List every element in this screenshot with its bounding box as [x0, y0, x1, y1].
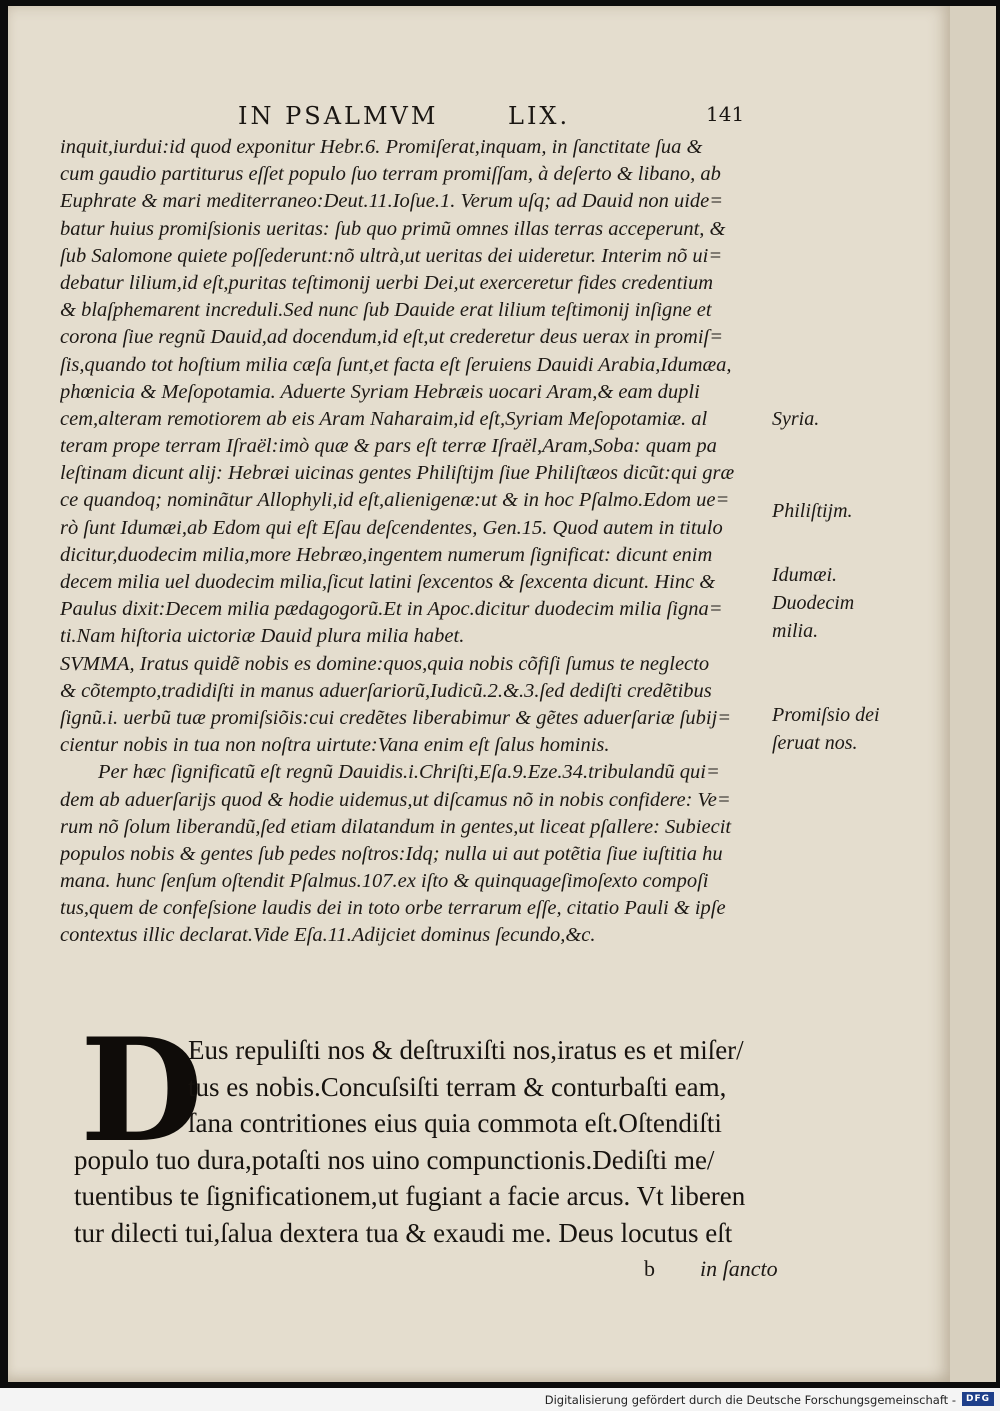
commentary-line: Per hæc ſignificatũ eſt regnũ Dauidis.i.Chriſti,Eſa.9.Eze.34.tribulandũ qui= [98, 761, 720, 784]
commentary-line: & cõtempto,tradidiſti in manus aduerſariorũ,Iudicũ.2.&.3.ſed dediſti credẽtibus [60, 679, 712, 702]
commentary-line: cum gaudio partiturus eſſet populo ſuo terram promiſſam, à deſerto & libano, ab [60, 163, 721, 186]
psalm-line: Eus repuliſti nos & deſtruxiſti nos,iratus es et miſer/ [188, 1035, 744, 1065]
psalm-line: ſana contritiones eius quia commota eſt.Oſtendiſti [188, 1108, 722, 1138]
commentary-line: dem ab aduerſarijs quod & hodie uidemus,ut diſcamus nõ in nobis confidere: Ve= [60, 788, 731, 811]
book-page [8, 6, 950, 1382]
margin-note-seruat: ſeruat nos. [772, 732, 858, 754]
commentary-line: & blaſphemarent increduli.Sed nunc ſub Dauide erat lilium teſtimonij inſigne et [60, 299, 712, 322]
margin-note-idumaei: Idumæi. [772, 564, 837, 586]
psalm-line: populo tuo dura,potaſti nos uino compunctionis.Dediſti me/ [74, 1144, 715, 1175]
commentary-line: populos nobis & gentes ſub pedes noſtros:Idq; nulla ui aut potẽtia ſiue iuſtitia hu [60, 842, 723, 865]
commentary-line: Paulus dixit:Decem milia pædagogorũ.Et in Apoc.dicitur duodecim milia ſigna= [60, 598, 723, 621]
commentary-line: ſis,quando tot hoſtium milia cæſa ſunt,et facta eſt ſeruiens Dauidi Arabia,Idumæa, [60, 353, 732, 376]
commentary-line: decem milia uel duodecim milia,ſicut latini ſexcentos & ſexcenta dicunt. Hinc & [60, 571, 716, 593]
psalm-line: tus es nobis.Concuſsiſti terram & conturbaſti eam, [188, 1071, 727, 1102]
commentary-line: rum nõ ſolum liberandũ,ſed etiam dilatandum in gentes,ut liceat pſallere: Subiecit [60, 815, 732, 838]
running-title-left: IN PSALMVM [238, 102, 439, 130]
commentary-line: ti.Nam hiſtoria uictoriæ Dauid plura milia habet. [60, 625, 465, 648]
funding-credit: Digitalisierung gefördert durch die Deutsche Forschungsgemeinschaft - [544, 1393, 956, 1407]
commentary-line: mana. hunc ſenſum oſtendit Pſalmus.107.ex iſto & quinquageſimoſexto compoſi [60, 870, 709, 893]
drop-cap: D [80, 1008, 204, 1174]
commentary-line: ſignũ.i. uerbũ tuæ promiſsiõis:cui credẽtes liberabimur & gẽtes aduerſariæ ſubij= [60, 706, 732, 729]
psalm-line: tur dilecti tui,ſalua dextera tua & exaudi me. Deus locutus eſt [74, 1217, 733, 1248]
commentary-line: inquit,iurdui:id quod exponitur Hebr.6. Promiſerat,inquam, in ſanctitate ſua & [60, 136, 703, 158]
summa-line: SVMMA, Iratus quidẽ nobis es domine:quos,quia nobis cõfiſi ſumus te neglecto [60, 652, 710, 675]
commentary-line: cientur nobis in tua non noſtra uirtute:Vana enim eſt ſalus hominis. [60, 734, 610, 757]
commentary-line: leſtinam dicunt alij: Hebræi uicinas gentes Philiſtijm ſiue Philiſtæos dicũt:qui græ [60, 462, 735, 485]
commentary-line: corona ſiue regnũ Dauid,ad docendum,id eſt,ut crederetur deus uerax in promiſ= [60, 326, 724, 349]
commentary-line: dicitur,duodecim milia,more Hebræo,ingentem numerum ſignificat: dicunt enim [60, 543, 713, 566]
commentary-line: cem,alteram remotiorem ab eis Aram Naharaim,id eſt,Syriam Meſopotamiæ. al [60, 407, 708, 430]
footer-bar [0, 1388, 1000, 1411]
running-title-right: LIX. [508, 102, 571, 130]
running-header [8, 102, 950, 136]
margin-note-duodecim: Duodecim [772, 592, 855, 614]
commentary-line: phœnicia & Meſopotamia. Aduerte Syriam Hebræis uocari Aram,& eam dupli [60, 380, 700, 403]
folio-number: 141 [706, 102, 745, 126]
signature-mark: b [644, 1256, 655, 1281]
commentary-line: teram prope terram Iſraël:imò quæ & pars eſt terræ Iſraël,Aram,Soba: quam pa [60, 435, 717, 458]
commentary-line: debatur lilium,id eſt,puritas teſtimonij uerbi Dei,ut exerceretur fides credentium [60, 271, 714, 294]
margin-note-milia: milia. [772, 620, 819, 642]
margin-note-syria: Syria. [772, 408, 820, 430]
commentary-line: ſub Salomone quiete poſſederunt:nõ ultrà,ut ueritas dei uideretur. Interim nõ ui= [60, 244, 723, 267]
commentary-line: tus,quem de confeſsione laudis dei in toto orbe terrarum eſſe, citatio Pauli & ipſe [60, 897, 726, 920]
dfg-logo: DFG [962, 1392, 994, 1406]
commentary-line: rò ſunt Idumæi,ab Edom qui eſt Eſau deſcendentes, Gen.15. Quod autem in titulo [60, 516, 723, 539]
catchword: in ſancto [700, 1256, 778, 1281]
psalm-line: tuentibus te ſignificationem,ut fugiant a facie arcus. Vt liberen [74, 1181, 746, 1211]
commentary-line: contextus illic declarat.Vide Eſa.11.Adijciet dominus ſecundo,&c. [60, 924, 596, 947]
commentary-line: Euphrate & mari mediterraneo:Deut.11.Ioſue.1. Verum uſq; ad Dauid non uide= [60, 190, 724, 213]
margin-note-promissio: Promiſsio dei [772, 704, 880, 726]
commentary-text [60, 134, 780, 950]
commentary-line: batur huius promiſsionis ueritas: ſub quo primũ omnes illas terras acceperunt, & [60, 217, 726, 240]
psalm-text [74, 1008, 794, 1251]
commentary-line: ce quandoq; nominãtur Allophyli,id eſt,alienigenæ:ut & in hoc Pſalmo.Edom ue= [60, 489, 730, 512]
margin-note-philistijm: Philiſtijm. [772, 500, 853, 522]
next-page-edge [950, 6, 996, 1382]
